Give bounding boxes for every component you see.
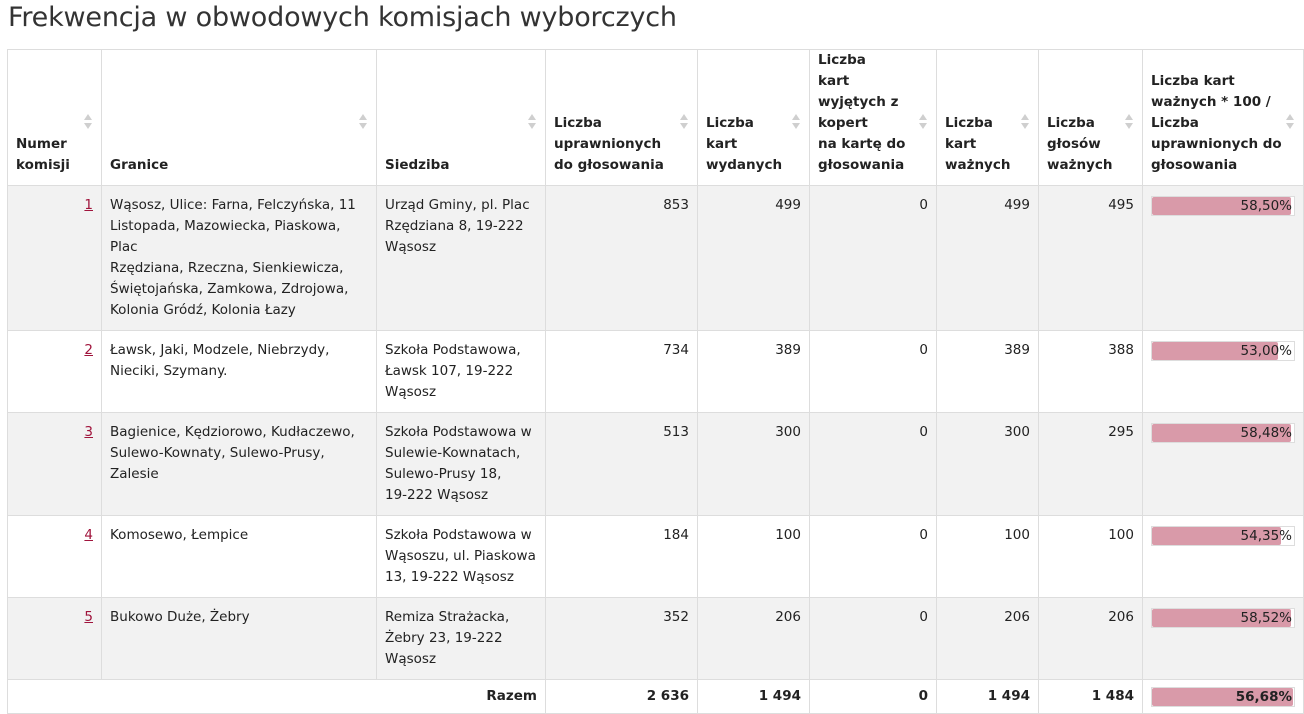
cell-waznych_glosow: 495 bbox=[1039, 186, 1143, 331]
cell-wyjetych: 0 bbox=[810, 186, 937, 331]
sort-icon[interactable] bbox=[1020, 114, 1030, 132]
column-header-granice[interactable] bbox=[102, 50, 377, 186]
column-header-text: Liczba bbox=[706, 115, 754, 131]
sort-asc-icon bbox=[680, 114, 688, 120]
cell-wyjetych: 0 bbox=[810, 331, 937, 413]
table-header-row bbox=[8, 50, 1304, 186]
cell-frekwencja bbox=[1143, 516, 1304, 598]
total-wazne-glosy: 1 484 bbox=[1039, 680, 1143, 714]
granice-line: Wąsosz, Ulice: Farna, Felczyńska, 11 bbox=[110, 197, 356, 213]
column-header-text: Liczba bbox=[1151, 115, 1199, 131]
column-header-text: ważnych bbox=[1047, 157, 1113, 173]
cell-waznych_kart: 100 bbox=[937, 516, 1039, 598]
siedziba-line: Wąsosz bbox=[385, 384, 437, 400]
sort-asc-icon bbox=[1286, 114, 1294, 120]
sort-icon[interactable] bbox=[791, 114, 801, 132]
column-header-text: ważnych * 100 / bbox=[1151, 94, 1271, 110]
turnout-percent: 58,48% bbox=[1240, 425, 1292, 441]
column-header-wazne-karty[interactable] bbox=[937, 50, 1039, 186]
cell-waznych_kart: 499 bbox=[937, 186, 1039, 331]
column-header-text: uprawnionych bbox=[554, 136, 662, 152]
cell-waznych_glosow: 100 bbox=[1039, 516, 1143, 598]
sort-desc-icon bbox=[359, 123, 367, 129]
sort-icon[interactable] bbox=[679, 114, 689, 132]
column-header-text: kart bbox=[945, 136, 977, 152]
column-header-text: Liczba bbox=[818, 52, 866, 68]
cell-wyjetych: 0 bbox=[810, 598, 937, 680]
cell-siedziba bbox=[377, 598, 546, 680]
cell-numer bbox=[8, 186, 102, 331]
sort-icon[interactable] bbox=[83, 114, 93, 132]
sort-icon[interactable] bbox=[358, 114, 368, 132]
sort-asc-icon bbox=[919, 114, 927, 120]
cell-granice bbox=[102, 186, 377, 331]
column-header-text: ważnych bbox=[945, 157, 1011, 173]
cell-siedziba bbox=[377, 186, 546, 331]
column-header-text: kopert bbox=[818, 115, 868, 131]
total-wazne-karty: 1 494 bbox=[937, 680, 1039, 714]
sort-icon[interactable] bbox=[527, 114, 537, 132]
turnout-bar bbox=[1151, 423, 1295, 443]
column-header-numer-komisji[interactable] bbox=[8, 50, 102, 186]
siedziba-line: 19-222 Wąsosz bbox=[385, 487, 489, 503]
turnout-percent: 53,00% bbox=[1240, 343, 1292, 359]
cell-numer bbox=[8, 598, 102, 680]
siedziba-line: Wąsosz bbox=[385, 239, 437, 255]
sort-asc-icon bbox=[1021, 114, 1029, 120]
cell-wyjetych: 0 bbox=[810, 516, 937, 598]
siedziba-line: Sulewo-Prusy 18, bbox=[385, 466, 502, 482]
granice-line: Rzędziana, Rzeczna, Sienkiewicza, bbox=[110, 260, 344, 276]
sort-desc-icon bbox=[528, 123, 536, 129]
sort-desc-icon bbox=[1125, 123, 1133, 129]
sort-desc-icon bbox=[1286, 123, 1294, 129]
siedziba-line: Szkoła Podstawowa, bbox=[385, 342, 521, 358]
granice-line: Kolonia Gródź, Kolonia Łazy bbox=[110, 302, 296, 318]
siedziba-line: Wąsoszu, ul. Piaskowa bbox=[385, 548, 536, 564]
turnout-table bbox=[7, 49, 1304, 714]
granice-line: Świętojańska, Zamkowa, Zdrojowa, bbox=[110, 281, 349, 297]
granice-line: Bagienice, Kędziorowo, Kudłaczewo, bbox=[110, 424, 355, 440]
sort-icon[interactable] bbox=[918, 114, 928, 132]
sort-asc-icon bbox=[84, 114, 92, 120]
cell-granice bbox=[102, 516, 377, 598]
sort-desc-icon bbox=[792, 123, 800, 129]
cell-wydanych: 100 bbox=[698, 516, 810, 598]
cell-waznych_kart: 206 bbox=[937, 598, 1039, 680]
column-header-text: głosowania bbox=[1151, 157, 1238, 173]
column-header-text: na kartę do bbox=[818, 136, 906, 152]
total-row bbox=[8, 680, 1304, 714]
page-title: Frekwencja w obwodowych komisjach wyborczych bbox=[8, 2, 677, 33]
cell-waznych_kart: 389 bbox=[937, 331, 1039, 413]
cell-frekwencja bbox=[1143, 598, 1304, 680]
cell-numer bbox=[8, 516, 102, 598]
turnout-bar bbox=[1151, 341, 1295, 361]
cell-uprawnionych: 734 bbox=[546, 331, 698, 413]
cell-granice bbox=[102, 413, 377, 516]
cell-wydanych: 499 bbox=[698, 186, 810, 331]
total-turnout-cell bbox=[1143, 680, 1304, 714]
sort-asc-icon bbox=[528, 114, 536, 120]
column-header-text: wydanych bbox=[706, 157, 783, 173]
sort-desc-icon bbox=[680, 123, 688, 129]
siedziba-line: Ławsk 107, 19-222 bbox=[385, 363, 514, 379]
total-label: Razem bbox=[8, 680, 546, 714]
table-row bbox=[8, 331, 1304, 413]
granice-line: Nieciki, Szymany. bbox=[110, 363, 228, 379]
column-header-text: Liczba bbox=[1047, 115, 1095, 131]
column-header-text: kart bbox=[706, 136, 738, 152]
table-row bbox=[8, 186, 1304, 331]
turnout-bar bbox=[1151, 608, 1295, 628]
commission-link[interactable]: 2 bbox=[84, 342, 93, 358]
commission-link[interactable]: 4 bbox=[84, 527, 93, 543]
total-wydanych: 1 494 bbox=[698, 680, 810, 714]
column-header-text: kart bbox=[818, 73, 850, 89]
cell-waznych_kart: 300 bbox=[937, 413, 1039, 516]
siedziba-line: Sulewie-Kownatach, bbox=[385, 445, 521, 461]
cell-granice bbox=[102, 331, 377, 413]
turnout-bar bbox=[1151, 687, 1295, 707]
cell-wydanych: 300 bbox=[698, 413, 810, 516]
commission-link[interactable]: 1 bbox=[84, 197, 93, 213]
turnout-percent: 54,35% bbox=[1240, 528, 1292, 544]
column-header-text: głosów bbox=[1047, 136, 1101, 152]
granice-line: Listopada, Mazowiecka, Piaskowa, Plac bbox=[110, 218, 341, 255]
total-wyjetych: 0 bbox=[810, 680, 937, 714]
turnout-bar bbox=[1151, 196, 1295, 216]
table-row bbox=[8, 516, 1304, 598]
cell-frekwencja bbox=[1143, 331, 1304, 413]
cell-frekwencja bbox=[1143, 186, 1304, 331]
sort-icon[interactable] bbox=[1285, 114, 1295, 132]
sort-asc-icon bbox=[359, 114, 367, 120]
cell-wydanych: 206 bbox=[698, 598, 810, 680]
cell-uprawnionych: 184 bbox=[546, 516, 698, 598]
column-header-siedziba[interactable] bbox=[377, 50, 546, 186]
granice-line: Komosewo, Łempice bbox=[110, 527, 249, 543]
column-header-wydanych[interactable] bbox=[698, 50, 810, 186]
cell-wyjetych: 0 bbox=[810, 413, 937, 516]
cell-uprawnionych: 352 bbox=[546, 598, 698, 680]
granice-line: Bukowo Duże, Żebry bbox=[110, 609, 250, 625]
cell-numer bbox=[8, 331, 102, 413]
column-header-wazne-glosy[interactable] bbox=[1039, 50, 1143, 186]
siedziba-line: 13, 19-222 Wąsosz bbox=[385, 569, 514, 585]
sort-asc-icon bbox=[1125, 114, 1133, 120]
cell-numer bbox=[8, 413, 102, 516]
siedziba-line: Żebry 23, 19-222 bbox=[385, 630, 503, 646]
column-header-frekwencja[interactable] bbox=[1143, 50, 1304, 186]
sort-icon[interactable] bbox=[1124, 114, 1134, 132]
turnout-bar bbox=[1151, 526, 1295, 546]
siedziba-line: Urząd Gminy, pl. Plac bbox=[385, 197, 530, 213]
cell-siedziba bbox=[377, 331, 546, 413]
cell-waznych_glosow: 388 bbox=[1039, 331, 1143, 413]
table-row bbox=[8, 598, 1304, 680]
siedziba-line: Szkoła Podstawowa w bbox=[385, 527, 532, 543]
column-header-text: komisji bbox=[16, 157, 70, 173]
cell-uprawnionych: 513 bbox=[546, 413, 698, 516]
column-header-text: Numer bbox=[16, 136, 67, 152]
column-header-uprawnionych[interactable] bbox=[546, 50, 698, 186]
column-header-text: Liczba bbox=[945, 115, 993, 131]
turnout-percent: 56,68% bbox=[1235, 689, 1292, 705]
siedziba-line: Wąsosz bbox=[385, 651, 437, 667]
siedziba-line: Rzędziana 8, 19-222 bbox=[385, 218, 524, 234]
column-header-wyjetych[interactable] bbox=[810, 50, 937, 186]
column-header-text: do głosowania bbox=[554, 157, 664, 173]
column-header-text: Siedziba bbox=[385, 157, 450, 173]
sort-asc-icon bbox=[792, 114, 800, 120]
column-header-text: Liczba kart bbox=[1151, 73, 1235, 89]
sort-desc-icon bbox=[84, 123, 92, 129]
turnout-percent: 58,52% bbox=[1240, 610, 1292, 626]
column-header-text: uprawnionych do bbox=[1151, 136, 1282, 152]
column-header-text: Liczba bbox=[554, 115, 602, 131]
sort-desc-icon bbox=[1021, 123, 1029, 129]
column-header-text: wyjętych z bbox=[818, 94, 899, 110]
table-row bbox=[8, 413, 1304, 516]
total-uprawnionych: 2 636 bbox=[546, 680, 698, 714]
column-header-text: Granice bbox=[110, 157, 169, 173]
commission-link[interactable]: 5 bbox=[84, 609, 93, 625]
cell-frekwencja bbox=[1143, 413, 1304, 516]
siedziba-line: Szkoła Podstawowa w bbox=[385, 424, 532, 440]
cell-siedziba bbox=[377, 516, 546, 598]
sort-desc-icon bbox=[919, 123, 927, 129]
commission-link[interactable]: 3 bbox=[84, 424, 93, 440]
cell-granice bbox=[102, 598, 377, 680]
granice-line: Sulewo-Kownaty, Sulewo-Prusy, Zalesie bbox=[110, 445, 325, 482]
turnout-percent: 58,50% bbox=[1240, 198, 1292, 214]
cell-wydanych: 389 bbox=[698, 331, 810, 413]
cell-waznych_glosow: 295 bbox=[1039, 413, 1143, 516]
granice-line: Ławsk, Jaki, Modzele, Niebrzydy, bbox=[110, 342, 330, 358]
cell-uprawnionych: 853 bbox=[546, 186, 698, 331]
cell-siedziba bbox=[377, 413, 546, 516]
cell-waznych_glosow: 206 bbox=[1039, 598, 1143, 680]
siedziba-line: Remiza Strażacka, bbox=[385, 609, 510, 625]
column-header-text: głosowania bbox=[818, 157, 905, 173]
